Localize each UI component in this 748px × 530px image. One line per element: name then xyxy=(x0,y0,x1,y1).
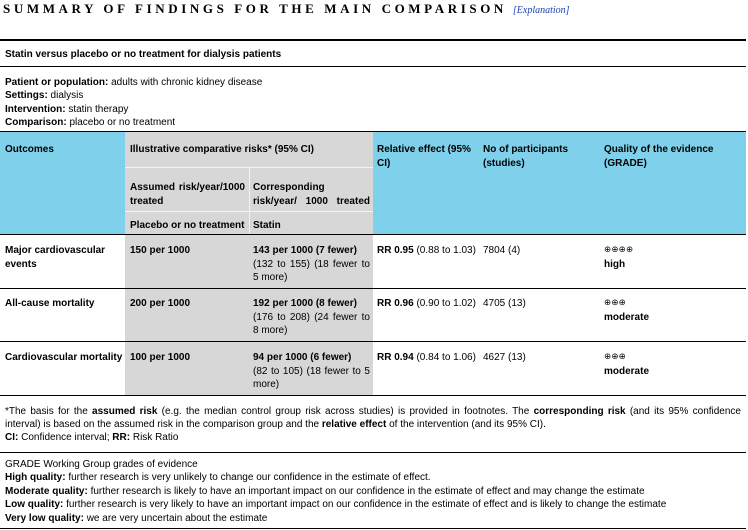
row-quality: ⊕⊕⊕ moderate xyxy=(600,351,746,378)
row-participants: 4705 (13) xyxy=(483,298,526,309)
row-relative-effect: RR 0.95 (0.88 to 1.03) xyxy=(377,245,476,256)
footnote: *The basis for the assumed risk (e.g. the median control group risk across studies) is provided in footnotes. The corresponding risk (and its 95% confidence interval) is based on the assumed risk in the comparison group and the relative effect of the intervention (and its 95% CI). CI: Confidence interval; RR: Risk Ratio xyxy=(5,406,741,444)
col-corresponding-group: Statin xyxy=(253,220,281,231)
row-corresponding: 192 per 1000 (8 fewer) (176 to 208) (24 fewer to 8 more) xyxy=(253,298,370,337)
bottom-rule xyxy=(0,528,746,529)
col-corresponding-risk: Corresponding risk/year/ 1000 treated xyxy=(253,182,370,207)
col-assumed-group: Placebo or no treatment xyxy=(130,220,245,231)
section-heading xyxy=(3,1,570,17)
col-relative-effect: Relative effect (95% CI) xyxy=(377,144,471,169)
row-relative-effect: RR 0.96 (0.90 to 1.02) xyxy=(377,298,476,309)
population-line: Patient or population: adults with chronic kidney disease xyxy=(5,77,263,88)
divider xyxy=(0,288,746,289)
row-outcome: All-cause mortality xyxy=(5,298,95,309)
row-participants: 4627 (13) xyxy=(483,352,526,363)
row-corresponding: 143 per 1000 (7 fewer) (132 to 155) (18 fewer to 5 more) xyxy=(253,245,370,284)
row-assumed: 200 per 1000 xyxy=(130,298,191,309)
grade-very-low: Very low quality: we are very uncertain about the estimate xyxy=(5,512,268,524)
population-block xyxy=(5,76,262,130)
grade-moderate: Moderate quality: further research is likely to have an important impact on our confidence in the estimate of effect and may change the estimate xyxy=(5,485,645,497)
grade-low: Low quality: further research is very likely to have an important impact on our confidence in the estimate of effect and is likely to change the estimate xyxy=(5,499,667,511)
row-assumed: 150 per 1000 xyxy=(130,245,191,256)
comparison-line: Comparison: placebo or no treatment xyxy=(5,117,176,129)
row-participants: 7804 (4) xyxy=(483,245,521,256)
grade-intro: GRADE Working Group grades of evidence xyxy=(5,459,198,470)
row-relative-effect: RR 0.94 (0.84 to 1.06) xyxy=(377,352,476,363)
col-assumed-risk: Assumed risk/year/1000 treated xyxy=(130,182,245,207)
row-assumed: 100 per 1000 xyxy=(130,352,191,363)
col-quality: Quality of the evidence (GRADE) xyxy=(604,144,714,169)
explanation-link[interactable]: [Explanation] xyxy=(512,5,570,16)
heading-title: SUMMARY OF FINDINGS FOR THE MAIN COMPARISON xyxy=(3,1,507,16)
comparison-title: Statin versus placebo or no treatment for dialysis patients xyxy=(5,49,282,60)
row-corresponding: 94 per 1000 (6 fewer) (82 to 105) (18 fewer to 5 more) xyxy=(253,352,370,391)
settings-line: Settings: dialysis xyxy=(5,90,84,102)
heading-rule xyxy=(0,39,746,41)
col-participants: No of participants (studies) xyxy=(483,144,569,169)
divider xyxy=(0,234,746,235)
row-quality: ⊕⊕⊕⊕ high xyxy=(600,244,746,271)
quality-symbols-icon: ⊕⊕⊕⊕ xyxy=(604,245,634,255)
intervention-line: Intervention: statin therapy xyxy=(5,103,129,115)
row-quality: ⊕⊕⊕ moderate xyxy=(600,297,746,324)
divider xyxy=(0,66,746,67)
row-outcome: Cardiovascular mortality xyxy=(5,352,123,363)
col-outcomes: Outcomes xyxy=(5,144,54,155)
quality-symbols-icon: ⊕⊕⊕ xyxy=(604,298,626,308)
divider xyxy=(0,452,746,453)
col-risks: Illustrative comparative risks* (95% CI) xyxy=(130,144,314,155)
row-outcome: Major cardiovascular events xyxy=(5,245,106,270)
grade-high: High quality: further research is very unlikely to change our confidence in the estimate of effect. xyxy=(5,472,431,484)
divider xyxy=(0,395,746,396)
grade-legend xyxy=(5,458,666,525)
quality-symbols-icon: ⊕⊕⊕ xyxy=(604,352,626,362)
divider xyxy=(0,341,746,342)
